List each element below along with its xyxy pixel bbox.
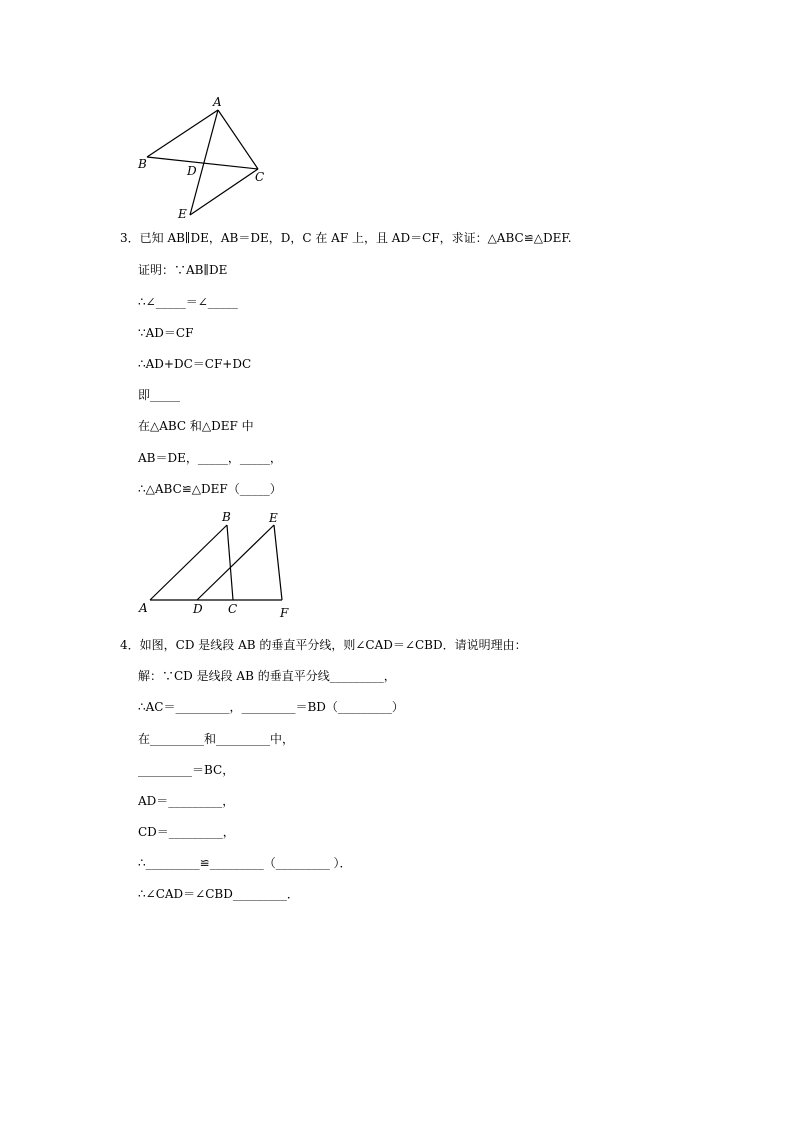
label-B: B	[138, 157, 147, 171]
label-C: C	[228, 602, 238, 616]
proof-line: ∴∠_____＝∠_____	[138, 295, 238, 309]
solution-line: _________＝BC，	[138, 763, 235, 777]
proof-line: ∵AD＝CF	[138, 326, 194, 340]
segment-DE	[197, 525, 274, 600]
solution-line: ∴_________≌_________（_________ ）．	[138, 856, 352, 870]
proof-line: AB＝DE，_____，_____，	[138, 451, 282, 465]
problem-3-statement: 3．已知 AB∥DE，AB＝DE，D，C 在 AF 上，且 AD＝CF，求证：△ABC≌△DEF.	[120, 231, 572, 245]
problem-4-statement: 4．如图，CD 是线段 AB 的垂直平分线，则∠CAD＝∠CBD．请说明理由：	[120, 638, 527, 652]
solution-line: CD＝_________，	[138, 825, 235, 839]
label-E: E	[178, 207, 187, 221]
proof-line: 证明：∵AB∥DE	[138, 263, 228, 277]
proof-line: 即_____	[138, 388, 181, 402]
label-E: E	[269, 511, 278, 525]
solution-line: ∴AC＝_________，_________＝BD（_________）	[138, 700, 404, 714]
label-A: A	[139, 601, 148, 615]
solution-line: ∴∠CAD＝∠CBD_________．	[138, 887, 299, 901]
segment-AB	[150, 525, 227, 600]
label-D: D	[187, 164, 197, 178]
proof-line: ∴AD+DC＝CF+DC	[138, 357, 252, 371]
proof-line: ∴△ABC≌△DEF（_____）	[138, 482, 282, 496]
label-B: B	[222, 510, 231, 524]
proof-line: 在△ABC 和△DEF 中	[138, 419, 254, 433]
segment-EF	[274, 525, 282, 600]
solution-line: 在_________和_________中，	[138, 732, 295, 746]
label-C: C	[255, 170, 265, 184]
figure-parallel-triangles	[130, 505, 300, 621]
segment-BC	[227, 525, 233, 600]
label-F: F	[280, 606, 289, 620]
label-D: D	[193, 602, 203, 616]
label-A: A	[213, 95, 222, 109]
solution-line: AD＝_________，	[138, 794, 235, 808]
segment-AC	[218, 110, 258, 169]
figure-triangle-crossing	[130, 92, 280, 224]
solution-line: 解：∵CD 是线段 AB 的垂直平分线_________，	[138, 669, 396, 683]
